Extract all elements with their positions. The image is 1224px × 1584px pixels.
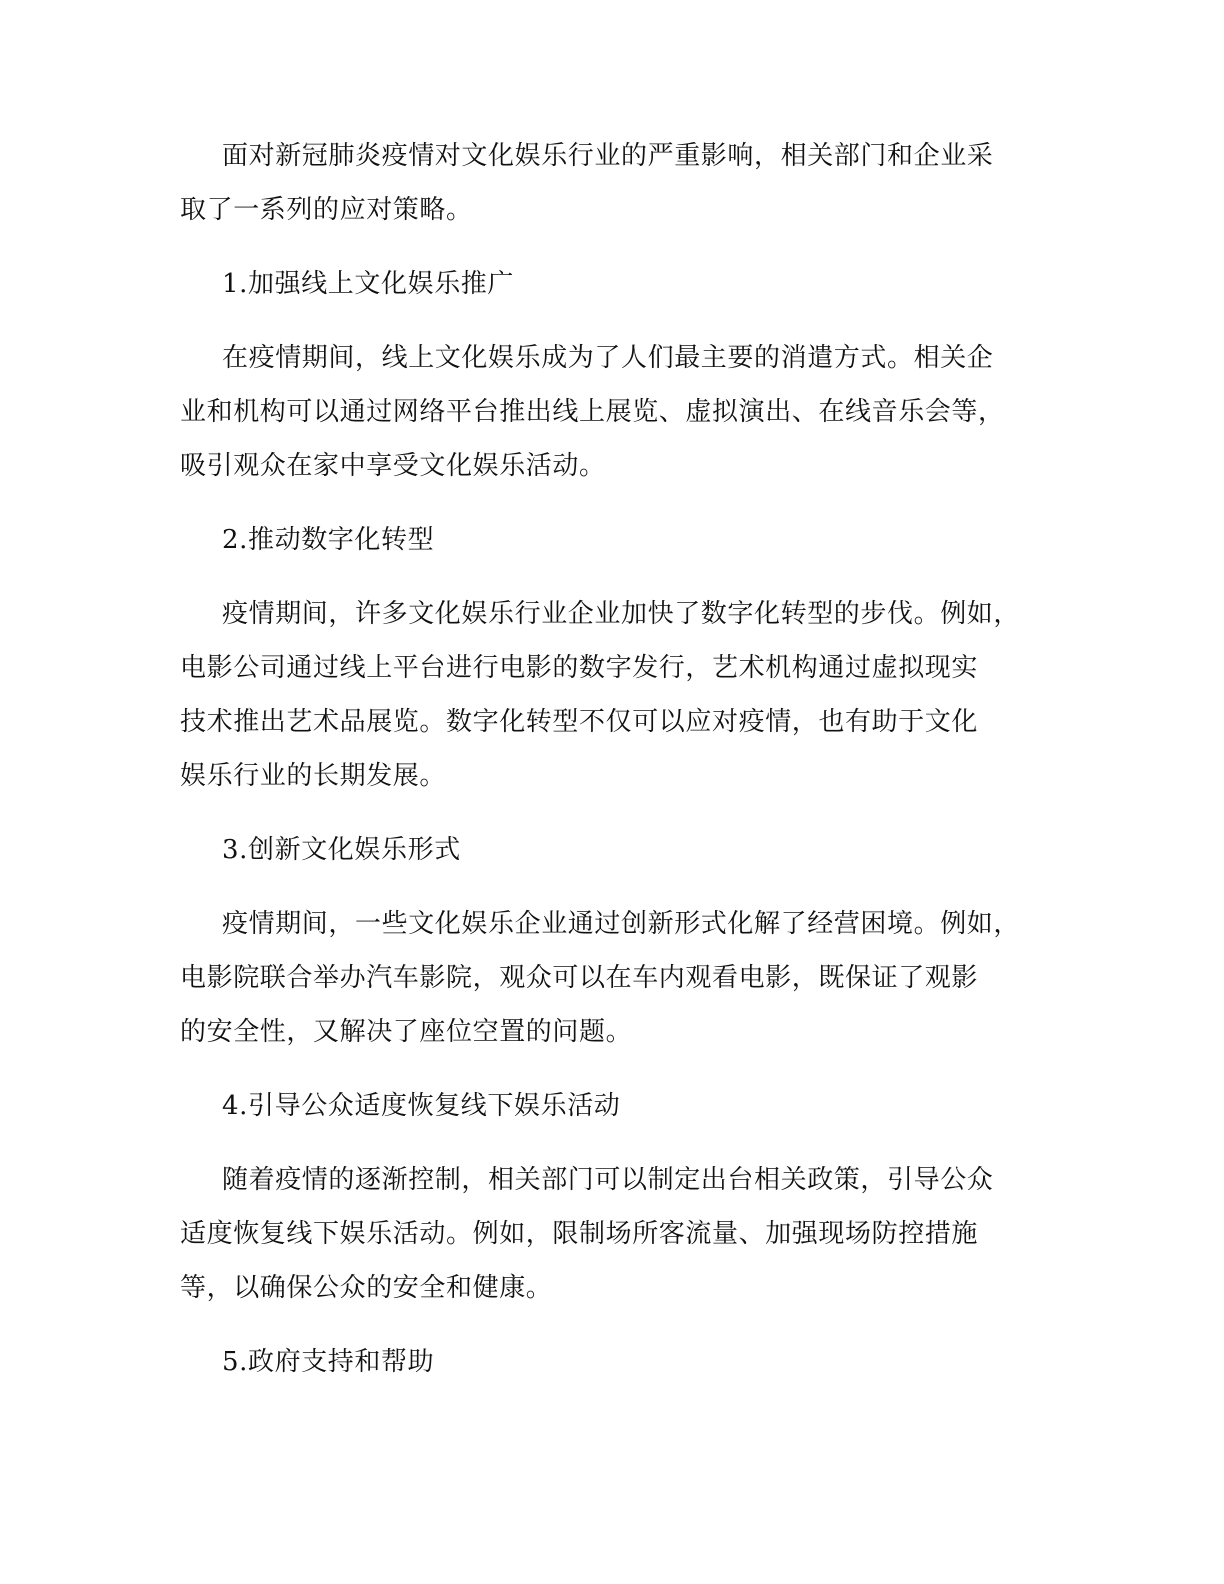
section-1-line-2: 业和机构可以通过网络平台推出线上展览、虚拟演出、在线音乐会等， bbox=[180, 397, 1005, 427]
section-heading-2: 2.推动数字化转型 bbox=[222, 525, 435, 555]
intro-line-2: 取了一系列的应对策略。 bbox=[180, 195, 473, 225]
section-1-line-3: 吸引观众在家中享受文化娱乐活动。 bbox=[180, 451, 606, 481]
section-2-line-4: 娱乐行业的长期发展。 bbox=[180, 761, 447, 791]
intro-line-1: 面对新冠肺炎疫情对文化娱乐行业的严重影响，相关部门和企业采 bbox=[222, 141, 994, 171]
section-heading-4: 4.引导公众适度恢复线下娱乐活动 bbox=[222, 1091, 621, 1121]
section-3-line-3: 的安全性，又解决了座位空置的问题。 bbox=[180, 1017, 633, 1047]
section-heading-5: 5.政府支持和帮助 bbox=[222, 1347, 435, 1377]
section-4-line-1: 随着疫情的逐渐控制，相关部门可以制定出台相关政策，引导公众 bbox=[222, 1165, 994, 1195]
section-2-line-2: 电影公司通过线上平台进行电影的数字发行，艺术机构通过虚拟现实 bbox=[180, 653, 979, 683]
section-heading-1: 1.加强线上文化娱乐推广 bbox=[222, 269, 515, 299]
section-3-line-1: 疫情期间，一些文化娱乐企业通过创新形式化解了经营困境。例如， bbox=[222, 909, 1021, 939]
section-4-line-3: 等，以确保公众的安全和健康。 bbox=[180, 1273, 553, 1303]
section-2-line-1: 疫情期间，许多文化娱乐行业企业加快了数字化转型的步伐。例如， bbox=[222, 599, 1021, 629]
section-4-line-2: 适度恢复线下娱乐活动。例如，限制场所客流量、加强现场防控措施 bbox=[180, 1219, 979, 1249]
section-3-line-2: 电影院联合举办汽车影院，观众可以在车内观看电影，既保证了观影 bbox=[180, 963, 979, 993]
section-1-line-1: 在疫情期间，线上文化娱乐成为了人们最主要的消遣方式。相关企 bbox=[222, 343, 994, 373]
section-heading-3: 3.创新文化娱乐形式 bbox=[222, 835, 461, 865]
section-2-line-3: 技术推出艺术品展览。数字化转型不仅可以应对疫情，也有助于文化 bbox=[180, 707, 979, 737]
